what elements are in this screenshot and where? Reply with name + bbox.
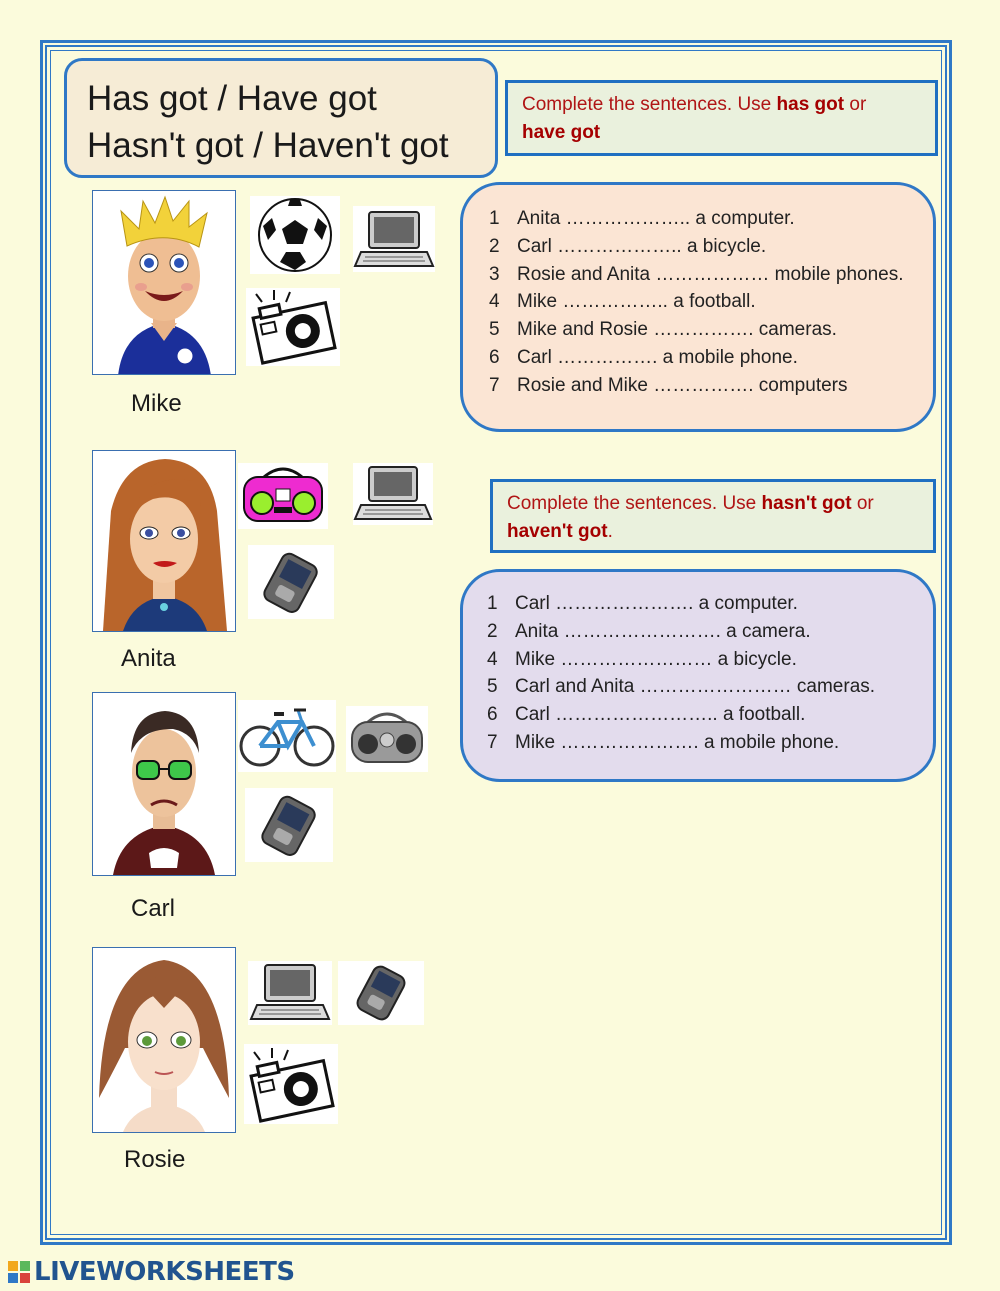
exercise-line-number: 5: [489, 319, 500, 341]
exercise-line: [489, 233, 933, 261]
camera-icon: [244, 1044, 338, 1124]
laptop-icon: [248, 961, 332, 1025]
exercise-line-text[interactable]: Mike and Rosie ……………. cameras.: [517, 319, 837, 341]
exercise-line: [487, 729, 933, 757]
mike-portrait: [92, 190, 236, 375]
title-line-2: Hasn't got / Haven't got: [87, 126, 449, 165]
mobile-phone-icon: [245, 788, 333, 862]
exercise-line-number: 6: [487, 704, 498, 726]
exercise-line-text[interactable]: Carl …………………….. a football.: [515, 704, 806, 726]
exercise-line-number: 7: [489, 374, 500, 396]
instruction-has-got: [505, 80, 938, 156]
instruction-text: or: [851, 493, 874, 514]
rosie-name: Rosie: [124, 1146, 186, 1173]
exercise-line: [489, 316, 933, 344]
exercise-line-number: 5: [487, 676, 498, 698]
exercise-line: [489, 344, 933, 372]
exercise-line-text[interactable]: Anita ……………………. a camera.: [515, 620, 811, 642]
instruction-text: Complete the sentences. Use: [522, 94, 777, 115]
exercise-line-number: 1: [489, 208, 500, 229]
instruction-text: .: [607, 521, 613, 542]
exercise-line-text[interactable]: Carl ……………. a mobile phone.: [517, 346, 798, 368]
instruction-text: or: [844, 94, 867, 115]
laptop-icon: [353, 463, 433, 525]
exercise-line: [489, 261, 933, 289]
exercise-line-text[interactable]: Carl ……………….. a bicycle.: [517, 235, 767, 257]
mobile-phone-icon: [338, 961, 424, 1025]
exercise-line: [489, 205, 933, 233]
liveworksheets-logo[interactable]: [8, 1257, 295, 1287]
exercise-line: [487, 673, 933, 701]
mike-name: Mike: [131, 390, 182, 417]
exercise-line-text[interactable]: Anita ……………….. a computer.: [517, 208, 795, 229]
instruction-keyword: have got: [522, 122, 601, 143]
laptop-icon: [353, 206, 435, 272]
exercise-hasnt-got: [460, 569, 936, 782]
instruction-keyword: haven't got: [507, 521, 608, 542]
exercise-line-number: 7: [487, 731, 498, 753]
exercise-line-number: 2: [487, 620, 498, 642]
instruction-keyword: has got: [776, 94, 845, 115]
instruction-text: Complete the sentences. Use: [507, 493, 762, 514]
exercise-line-number: 1: [487, 593, 498, 614]
anita-name: Anita: [121, 645, 176, 672]
exercise-line-text[interactable]: Mike …………………. a mobile phone.: [515, 731, 840, 753]
exercise-line-text[interactable]: Mike …………………… a bicycle.: [515, 648, 797, 670]
exercise-line: [487, 646, 933, 674]
exercise-line: [489, 288, 933, 316]
worksheet-title: [64, 58, 498, 178]
exercise-line: [489, 372, 933, 400]
exercise-line-number: 4: [487, 648, 498, 670]
mobile-phone-icon: [248, 545, 334, 619]
exercise-line-text[interactable]: Rosie and Anita ……………… mobile phones.: [517, 263, 904, 285]
exercise-line: [487, 590, 933, 618]
exercise-line-number: 6: [489, 346, 500, 368]
exercise-line-text[interactable]: Rosie and Mike ……………. computers: [517, 374, 848, 396]
liveworksheets-logo-icon: [8, 1261, 30, 1283]
camera-icon: [246, 288, 340, 366]
cd-player-icon: [346, 706, 428, 772]
exercise-line: [487, 618, 933, 646]
exercise-line-text[interactable]: Carl …………………. a computer.: [515, 593, 798, 614]
exercise-line-number: 2: [489, 235, 500, 257]
instruction-hasnt-got: [490, 479, 936, 553]
bicycle-icon: [238, 700, 336, 772]
football-icon: [250, 196, 340, 274]
title-line-1: Has got / Have got: [87, 79, 377, 118]
exercise-line-text[interactable]: Carl and Anita …………………… cameras.: [515, 676, 876, 698]
exercise-line-number: 4: [489, 291, 500, 313]
rosie-portrait: [92, 947, 236, 1133]
exercise-line-number: 3: [489, 263, 500, 285]
boombox-icon: [238, 463, 328, 529]
anita-portrait: [92, 450, 236, 632]
exercise-line: [487, 701, 933, 729]
instruction-keyword: hasn't got: [761, 493, 852, 514]
carl-name: Carl: [131, 895, 176, 922]
exercise-line-text[interactable]: Mike …………….. a football.: [517, 291, 756, 313]
carl-portrait: [92, 692, 236, 876]
exercise-has-got: [460, 182, 936, 432]
liveworksheets-logo-text: LIVEWORKSHEETS: [34, 1257, 295, 1287]
